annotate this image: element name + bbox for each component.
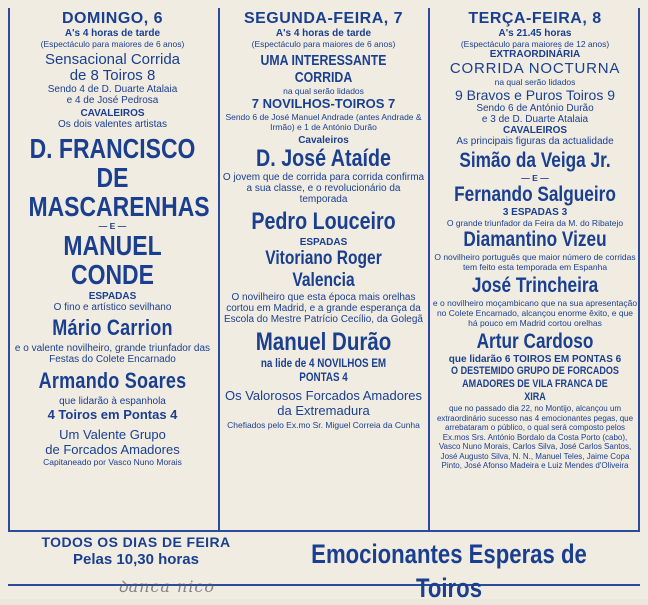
cavaleiro-1-line-1: D. FRANCISCO xyxy=(29,133,196,164)
bulls-count: 9 Bravos e Puros Toiros 9 xyxy=(454,87,616,103)
cavaleiro-2: Fernando Salgueiro xyxy=(454,183,616,206)
cavaleiro-2: Pedro Louceiro xyxy=(251,208,396,235)
footer-headline-box xyxy=(262,537,636,605)
espada-1: Diamantino Vizeu xyxy=(463,228,607,251)
lide-note: que lidarão 6 TOIROS EM PONTAS 6 xyxy=(448,354,622,365)
group-captain: Capitaneado por Vasco Nuno Morais xyxy=(43,457,182,467)
espada-1-description: e o valente novilheiro, grande triunfador das Festas do Colete Encarnado xyxy=(14,343,211,365)
day-title: TERÇA-FEIRA, 8 xyxy=(468,10,602,27)
espadas-intro: O grande triunfador da Feira da M. do Ribatejo xyxy=(446,218,624,228)
cavaleiros-heading: CAVALEIROS xyxy=(80,108,145,119)
column-divider-2 xyxy=(428,8,430,530)
cavaleiros-intro: As principais figuras da actualidade xyxy=(456,136,614,147)
sub-heading: na qual serão lidados xyxy=(494,77,576,87)
frame-right-line xyxy=(638,8,640,530)
column-tuesday xyxy=(432,6,638,526)
headline: UMA INTERESSANTE CORRIDA xyxy=(260,52,387,86)
time: A's 4 horas de tarde xyxy=(275,28,372,39)
lide-note: na lide de 4 NOVILHOS EM PONTAS 4 xyxy=(260,356,387,384)
lide-note: que lidarão à espanhola xyxy=(59,396,166,407)
espada-3: Artur Cardoso xyxy=(476,330,594,353)
handwritten-signature: ꝺanca nico xyxy=(118,577,216,596)
cavaleiro-2: MANUEL CONDE xyxy=(63,230,162,290)
age-note: (Espectáculo para maiores de 6 anos) xyxy=(40,39,185,49)
forcados-line-2: da Extremadura xyxy=(277,403,370,418)
espadas-heading: ESPADAS xyxy=(88,291,137,302)
cavaleiro-1: D. José Ataíde xyxy=(256,145,391,172)
column-monday xyxy=(222,6,425,526)
group-line-1: O DESTEMIDO GRUPO DE FORCADOS xyxy=(451,365,619,377)
and-separator: — E — xyxy=(521,173,549,183)
cavaleiros-heading: CAVALEIROS xyxy=(502,125,568,136)
time: A's 21.45 horas xyxy=(498,28,572,39)
group-line-1: Um Valente Grupo xyxy=(59,427,166,442)
cavaleiro-1-line-2: DE MASCARENHAS xyxy=(28,162,210,222)
and-separator: — E — xyxy=(98,221,127,231)
group-description: que no passado dia 22, no Montijo, alcançou um extraordinário sucesso nas 4 emocionantes pegas, que arrebataram o público, o qual será composto pelos Ex.mos Srs. António Bordalo da Costa Porto (cabo), Vasco Nuno Morais, Carlos Silva, José Carlos Santos, José Augusto Silva, N. N., Manuel Teles, Jaime Copa Pinto, José Afonso Madeira e Luiz Mendes d'Oliveira xyxy=(436,404,634,470)
forcados-line-1: Os Valorosos Forcados Amadores xyxy=(224,388,422,403)
espada-2: Manuel Durão xyxy=(255,328,392,356)
breeders: Sendo 6 de José Manuel Andrade (antes Andrade & Irmão) e 1 de António Durão xyxy=(225,112,422,132)
espadas-intro: O fino e artístico sevilhano xyxy=(53,302,172,313)
headline: CORRIDA NOCTURNA xyxy=(449,60,621,77)
day-title: SEGUNDA-FEIRA, 7 xyxy=(243,10,404,27)
breeders-1: Sendo 4 de D. Duarte Atalaia xyxy=(47,84,178,95)
cavaleiros-heading: Cavaleiros xyxy=(298,135,349,146)
headline-1: Sensacional Corrida xyxy=(44,51,181,68)
headline-2: de 8 Toiros 8 xyxy=(69,67,156,84)
espada-1-description: O novilheiro que esta época mais orelhas cortou em Madrid, e a grande esperança da Escola do Mestre Patrício Cecílio, da Golegã xyxy=(224,292,423,325)
espadas-heading: 3 ESPADAS 3 xyxy=(502,207,568,218)
sub-heading: na qual serão lidados xyxy=(283,86,364,96)
time: A's 4 horas de tarde xyxy=(64,28,161,39)
bulls-in-points: 4 Toiros em Pontas 4 xyxy=(47,407,178,422)
footer-headline: Emocionantes Esperas de Toiros xyxy=(311,539,587,603)
breeders-2: e 3 de D. Duarte Atalaia xyxy=(481,114,589,125)
footer-time: Pelas 10,30 horas xyxy=(73,551,199,568)
footer-schedule xyxy=(16,534,256,568)
column-sunday xyxy=(10,6,215,526)
forcados-chief: Chefiados pelo Ex.mo Sr. Miguel Correia da Cunha xyxy=(227,420,420,430)
extraordinary-label: EXTRAORDINÁRIA xyxy=(489,49,581,60)
footer-top-line xyxy=(8,530,640,532)
espada-2: José Trincheira xyxy=(471,274,599,297)
cavaleiros-intro: Os dois valentes artistas xyxy=(58,119,167,130)
espada-2: Armando Soares xyxy=(38,368,187,393)
footer-days: TODOS OS DIAS DE FEIRA xyxy=(41,534,231,550)
age-note: (Espectáculo para maiores de 6 anos) xyxy=(251,39,396,49)
espadas-heading: ESPADAS xyxy=(299,237,348,248)
espada-2-description: e o novilheiro moçambicano que na sua apresentação no Colete Encarnado, alcançou enorme êxito, e que há pouco em Madrid cortou orelhas xyxy=(432,298,638,328)
espada-1-description: O novilheiro português que maior número de corridas tem feito esta temporada em Espanha xyxy=(434,252,636,272)
column-divider-1 xyxy=(218,8,220,530)
day-title: DOMINGO, 6 xyxy=(61,10,163,27)
espada-1: Vitoriano Roger Valencia xyxy=(265,248,382,291)
espada-1: Mário Carrion xyxy=(52,315,173,340)
cavaleiro-1: Simão da Veiga Jr. xyxy=(459,149,611,172)
group-line-2: de Forcados Amadores xyxy=(45,442,180,457)
breeders-2: e 4 de José Pedrosa xyxy=(66,95,159,106)
bulls-count: 7 NOVILHOS-TOIROS 7 xyxy=(251,96,396,111)
group-line-2: AMADORES DE VILA FRANCA DE XIRA xyxy=(462,378,608,403)
cavaleiro-1-description: O jovem que de corrida para corrida confirma a sua classe, e o revolucionário da temporada xyxy=(222,172,425,205)
breeders-1: Sendo 6 de António Durão xyxy=(476,103,594,114)
age-note: (Espectáculo para maiores de 12 anos) xyxy=(460,39,610,49)
